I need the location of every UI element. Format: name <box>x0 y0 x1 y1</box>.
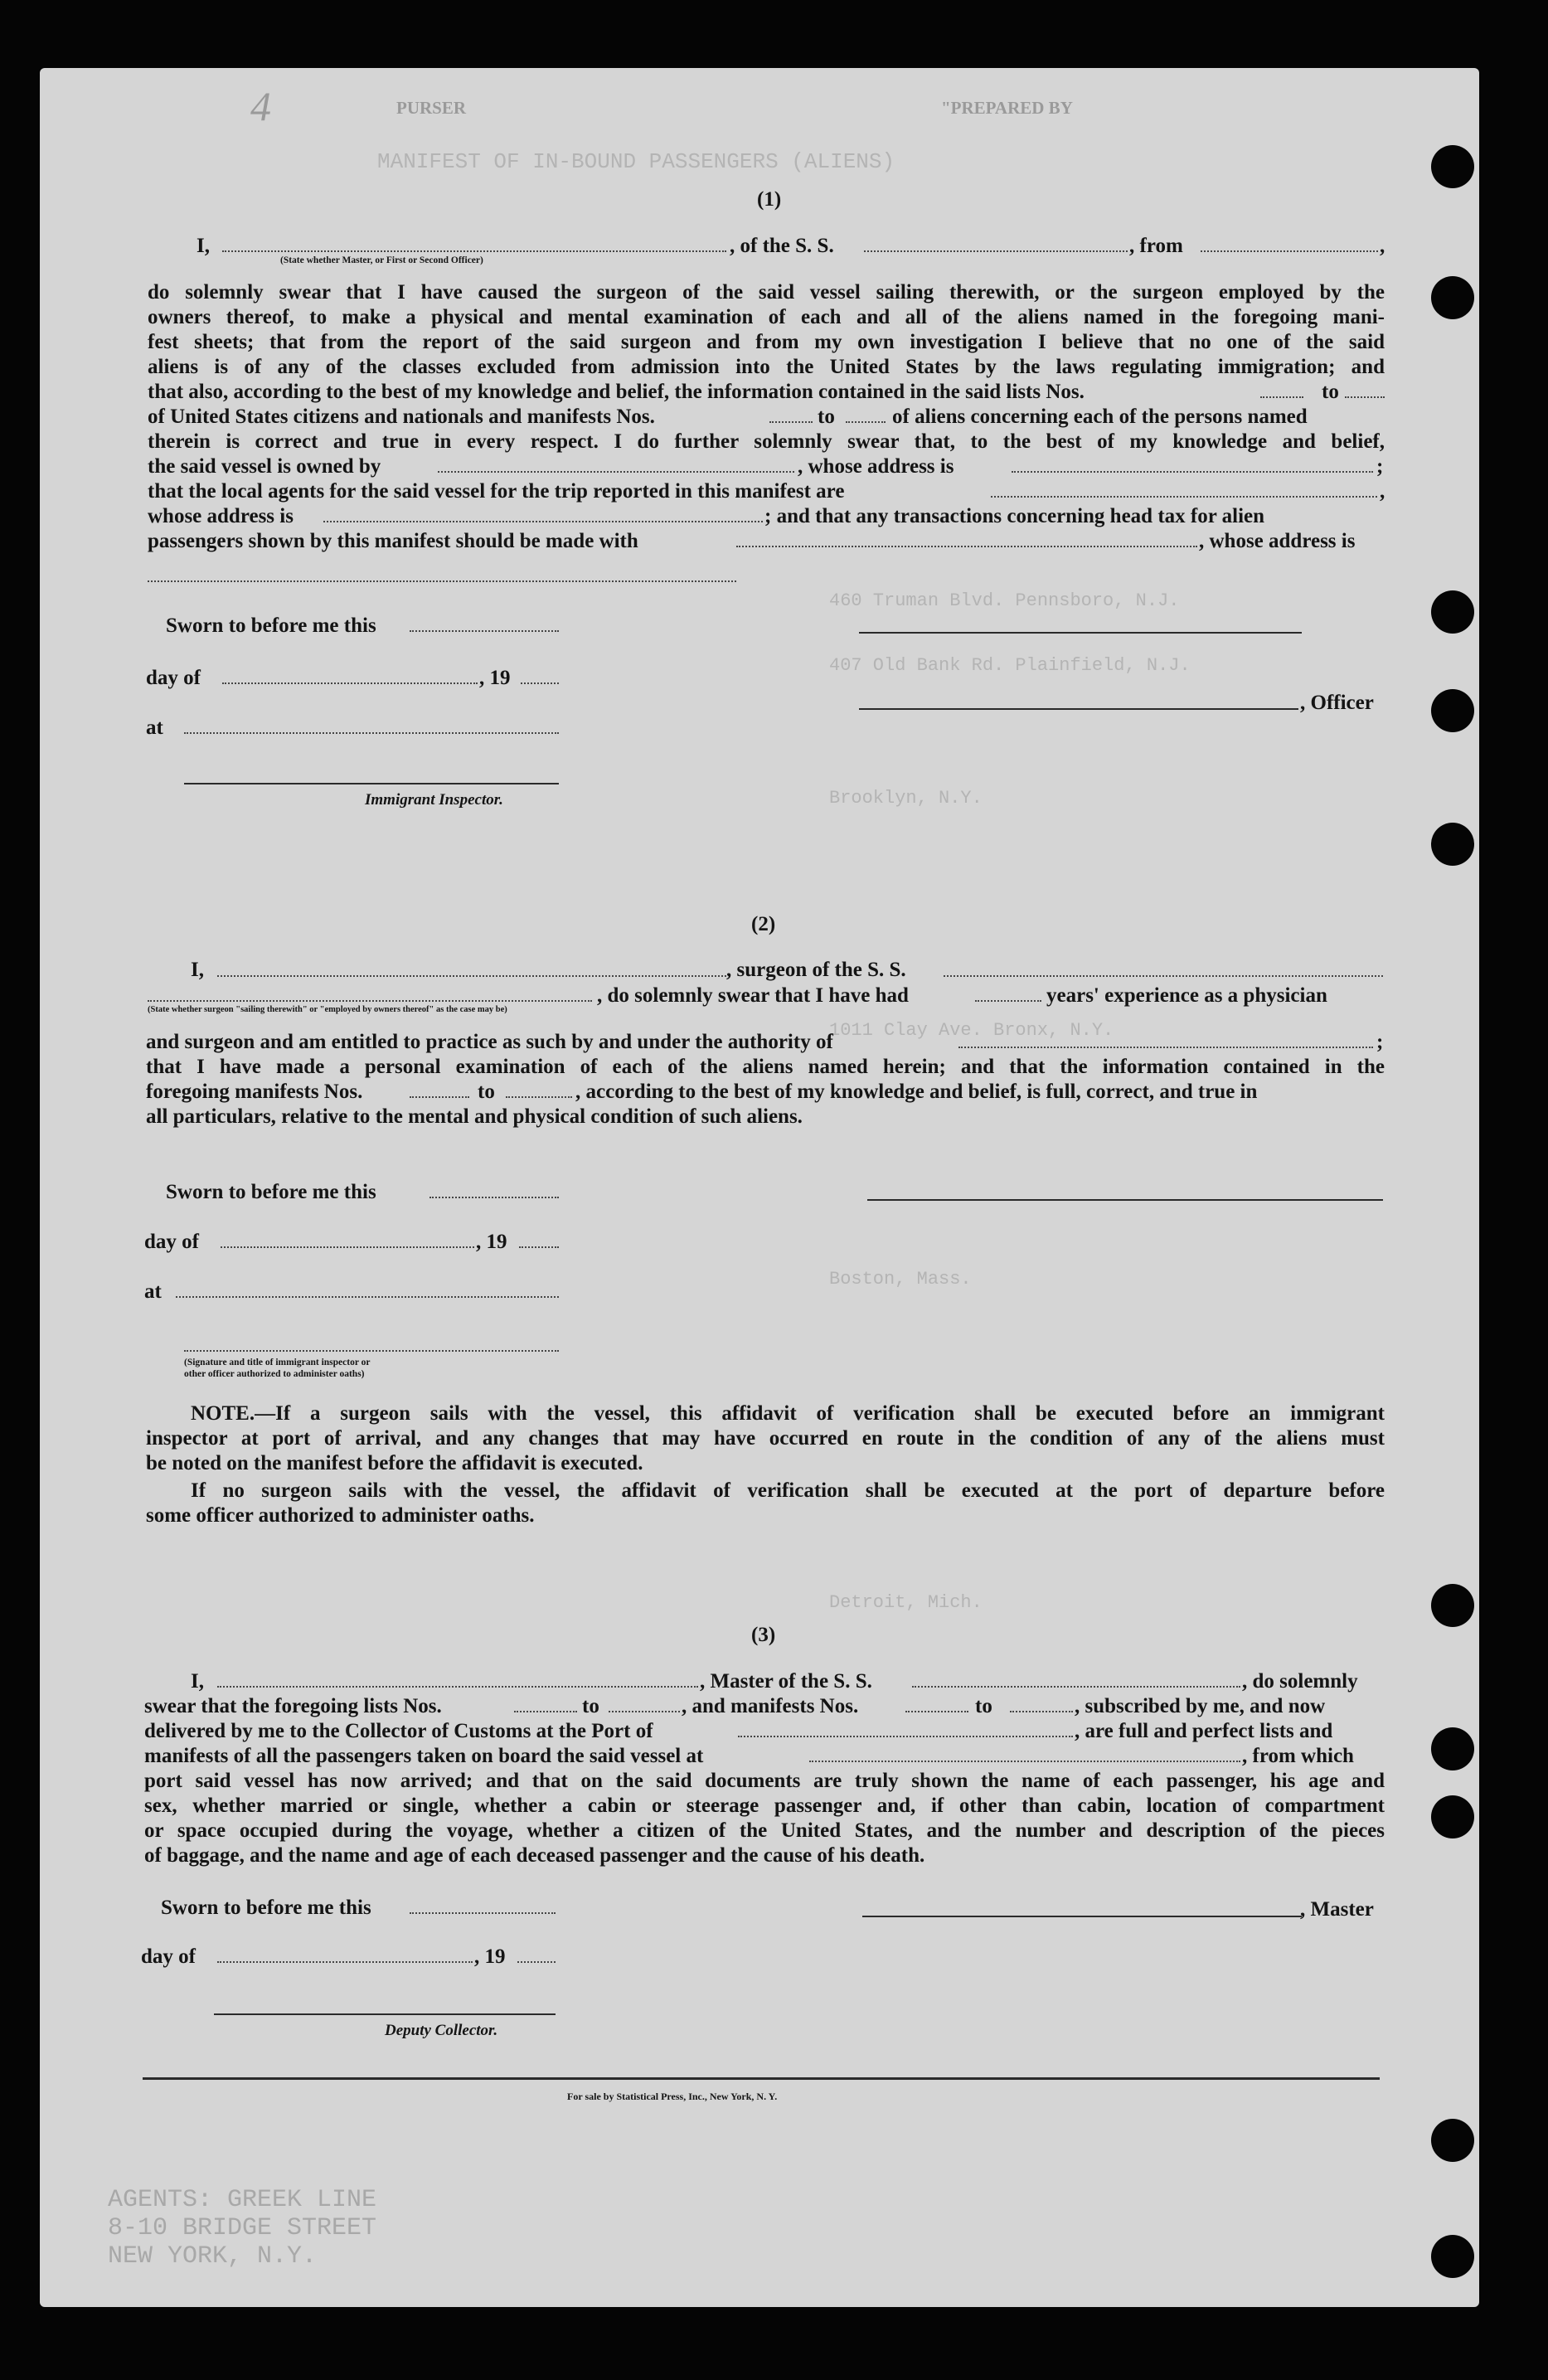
month-field[interactable] <box>221 1246 474 1248</box>
master-oath-line: sex, whether married or single, whether a cabin or steerage passenger and, if other than cabin, location of compartment <box>144 1795 1385 1817</box>
punch-hole <box>1431 1584 1474 1627</box>
head-tax-text: ; and that any transactions concerning head tax for alien <box>764 505 1265 527</box>
year-label: , 19 <box>479 667 511 689</box>
lists-from-field[interactable] <box>1260 396 1303 398</box>
master-oath-line: of baggage, and the name and age of each deceased passenger and the cause of his death. <box>144 1844 925 1867</box>
year-label: , 19 <box>474 1945 506 1968</box>
immigrant-inspector-label: Immigrant Inspector. <box>365 791 503 809</box>
bleed-through-row: 460 Truman Blvd. Pennsboro, N.J. <box>829 590 1180 611</box>
sworn-label: Sworn to before me this <box>161 1897 371 1919</box>
master-oath-text: manifests of all the passengers taken on board the said vessel at <box>144 1745 704 1767</box>
surgeon-state-note: (State whether surgeon "sailing therewith" or "employed by owners thereof" as the case may be) <box>148 1005 507 1014</box>
master-of-ss-label: , Master of the S. S. <box>700 1670 872 1693</box>
publisher-imprint: For sale by Statistical Press, Inc., New York, N. Y. <box>567 2091 778 2102</box>
at-label: at <box>144 1280 162 1303</box>
master-name-field[interactable] <box>217 1686 698 1688</box>
surgeon-of-ss-label: , surgeon of the S. S. <box>726 959 906 981</box>
signature-note: (Signature and title of immigrant inspector or <box>184 1358 371 1367</box>
collector-signature-line[interactable] <box>214 2013 556 2015</box>
bleed-through-row: Detroit, Mich. <box>829 1592 983 1613</box>
owner-address-field[interactable] <box>1012 471 1373 473</box>
state-officer-note: (State whether Master, or First or Second Officer) <box>280 255 483 265</box>
location-field[interactable] <box>184 732 559 734</box>
surgeon-oath-line: that I have made a personal examination of each of the aliens named herein; and that the information contained in the <box>146 1056 1385 1078</box>
signature-line[interactable] <box>859 632 1302 634</box>
punch-hole <box>1431 2235 1474 2278</box>
years-experience-label: years' experience as a physician <box>1046 984 1327 1007</box>
whose-address-label: , whose address is <box>1199 530 1356 552</box>
sworn-date-field[interactable] <box>410 630 559 632</box>
master-label: , Master <box>1300 1898 1374 1921</box>
surgeon-name-field[interactable] <box>217 975 726 977</box>
year-field[interactable] <box>521 682 559 684</box>
section-1-i: I, <box>197 235 210 257</box>
manifests-from-field[interactable] <box>769 421 813 423</box>
years-field[interactable] <box>975 1000 1041 1002</box>
oath-line: of United States citizens and nationals and manifests Nos. <box>148 406 655 428</box>
to-label: to <box>975 1695 992 1717</box>
sworn-date-field[interactable] <box>410 1912 556 1914</box>
local-agents-label: that the local agents for the said vessel for the trip reported in this manifest are <box>148 480 845 503</box>
note-line: If no surgeon sails with the vessel, the affidavit of verification shall be executed at the port of departure before <box>191 1479 1385 1502</box>
departure-port-field[interactable] <box>1201 250 1378 252</box>
to-label: to <box>818 406 835 428</box>
master-manifests-from-field[interactable] <box>905 1711 968 1712</box>
punch-hole <box>1431 689 1474 732</box>
to-label: to <box>582 1695 599 1717</box>
surgeon-oath-line: , according to the best of my knowledge and belief, is full, correct, and true in <box>575 1081 1258 1103</box>
section-3-number: (3) <box>751 1624 776 1646</box>
punch-hole <box>1431 590 1474 634</box>
master-vessel-field[interactable] <box>912 1686 1240 1688</box>
prepared-by-label: "PREPARED BY <box>941 98 1073 118</box>
signature-note: other officer authorized to administer oaths) <box>184 1369 365 1379</box>
location-field[interactable] <box>176 1296 559 1298</box>
pen-mark: 4 <box>250 83 271 129</box>
lists-to-field[interactable] <box>1345 396 1385 398</box>
oath-line: owners thereof, to make a physical and mental examination of each and all of the aliens named in the foregoing mani- <box>148 306 1385 328</box>
master-oath-text: , are full and perfect lists and <box>1075 1720 1333 1742</box>
trail-comma: , <box>1380 235 1385 257</box>
bleed-through-row: Brooklyn, N.Y. <box>829 788 983 809</box>
sworn-date-field[interactable] <box>429 1197 559 1198</box>
surgeon-vessel-field[interactable] <box>944 975 1383 977</box>
year-label: , 19 <box>476 1231 507 1253</box>
oath-line: of aliens concerning each of the persons named <box>892 406 1308 428</box>
punch-hole <box>1431 2119 1474 2162</box>
to-label: to <box>478 1081 495 1103</box>
master-lists-to-field[interactable] <box>609 1711 680 1712</box>
punch-hole <box>1431 823 1474 866</box>
surgeon-manifest-from-field[interactable] <box>410 1096 469 1098</box>
master-oath-text: , from which <box>1242 1745 1354 1767</box>
surgeon-type-field[interactable] <box>148 1000 592 1002</box>
master-oath-line: port said vessel has now arrived; and that on the said documents are truly shown the name of each passenger, his age and <box>144 1770 1385 1792</box>
semicolon: ; <box>1376 1031 1384 1053</box>
bleed-through-row: 1011 Clay Ave. Bronx, N.Y. <box>829 1020 1114 1041</box>
master-lists-from-field[interactable] <box>514 1711 577 1712</box>
month-field[interactable] <box>217 1961 473 1963</box>
to-label: to <box>1322 381 1339 403</box>
note-line: NOTE.—If a surgeon sails with the vessel, this affidavit of verification shall be executed before an immigrant <box>191 1402 1385 1425</box>
of-ss-label: , of the S. S. <box>730 235 834 257</box>
owner-field[interactable] <box>438 471 794 473</box>
manifests-nos-label: foregoing manifests Nos. <box>146 1081 363 1103</box>
section-3-i: I, <box>191 1670 204 1693</box>
master-oath-text: , subscribed by me, and now <box>1075 1695 1326 1717</box>
sworn-label: Sworn to before me this <box>166 614 376 637</box>
from-label: , from <box>1129 235 1183 257</box>
punch-hole <box>1431 1727 1474 1770</box>
owner-address-label: , whose address is <box>798 455 954 478</box>
officer-name-field[interactable] <box>222 250 726 252</box>
port-of-field[interactable] <box>738 1736 1073 1737</box>
year-field[interactable] <box>517 1961 556 1963</box>
head-tax-party-field[interactable] <box>736 546 1197 547</box>
bleed-through-title: MANIFEST OF IN-BOUND PASSENGERS (ALIENS) <box>377 149 895 174</box>
day-of-label: day of <box>146 667 201 689</box>
punch-hole <box>1431 1795 1474 1838</box>
surgeon-manifest-to-field[interactable] <box>506 1096 572 1098</box>
month-field[interactable] <box>222 682 478 684</box>
purser-label: PURSER <box>396 98 467 118</box>
oath-line: fest sheets; that from the report of the said surgeon and from my own investigation I believe that no one of the said <box>148 331 1385 353</box>
punch-hole <box>1431 276 1474 319</box>
agents-address-label: whose address is <box>148 505 294 527</box>
at-label: at <box>146 716 163 739</box>
inspector-signature-line[interactable] <box>184 783 559 784</box>
punch-hole <box>1431 145 1474 188</box>
day-of-label: day of <box>141 1945 196 1968</box>
footer-rule <box>143 2077 1380 2080</box>
oath-line: do solemnly swear that I have caused the surgeon of the said vessel sailing therewith, or the surgeon employed by the <box>148 281 1385 304</box>
local-agents-field[interactable] <box>991 496 1377 498</box>
section-2-i: I, <box>191 959 204 981</box>
master-oath-line: or space occupied during the voyage, whether a citizen of the United States, and the number and description of the pieces <box>144 1819 1385 1842</box>
head-tax-address-field[interactable] <box>148 580 736 582</box>
surgeon-oath-line: all particulars, relative to the mental and physical condition of such aliens. <box>146 1105 803 1128</box>
comma: , <box>1380 480 1385 503</box>
officer-signature-line[interactable] <box>859 708 1298 710</box>
agents-address-field[interactable] <box>323 521 763 522</box>
sworn-label: Sworn to before me this <box>166 1181 376 1203</box>
agent-stamp: AGENTS: GREEK LINE 8-10 BRIDGE STREET NEW YORK, N.Y. <box>108 2186 377 2271</box>
oath-line: that also, according to the best of my knowledge and belief, the information contained in the said lists Nos. <box>148 381 1085 403</box>
master-oath-text: , and manifests Nos. <box>682 1695 859 1717</box>
owned-by-label: the said vessel is owned by <box>148 455 381 478</box>
section-2-number: (2) <box>751 913 776 935</box>
master-manifests-to-field[interactable] <box>1010 1711 1073 1712</box>
officer-label: , Officer <box>1300 692 1374 714</box>
manifests-to-field[interactable] <box>846 421 886 423</box>
deputy-collector-label: Deputy Collector. <box>385 2022 498 2039</box>
bleed-through-row: 407 Old Bank Rd. Plainfield, N.J. <box>829 655 1191 676</box>
master-oath-text: delivered by me to the Collector of Customs at the Port of <box>144 1720 653 1742</box>
semicolon: ; <box>1376 455 1384 478</box>
swear-had-label: , do solemnly swear that I have had <box>597 984 909 1007</box>
note-line: some officer authorized to administer oaths. <box>146 1504 535 1527</box>
do-solemnly-label: , do solemnly <box>1242 1670 1358 1693</box>
master-oath-text: swear that the foregoing lists Nos. <box>144 1695 442 1717</box>
year-field[interactable] <box>519 1246 559 1248</box>
vessel-name-field[interactable] <box>864 250 1128 252</box>
bleed-through-row: Boston, Mass. <box>829 1269 972 1290</box>
inspector-signature-line[interactable] <box>184 1350 559 1352</box>
note-line: be noted on the manifest before the affidavit is executed. <box>146 1452 643 1474</box>
oath-line: therein is correct and true in every respect. I do further solemnly swear that, to the best of my knowledge and belief, <box>148 430 1385 453</box>
master-signature-line[interactable] <box>862 1916 1302 1917</box>
oath-line: aliens is of any of the classes excluded from admission into the United States by the laws regulating immigration; and <box>148 356 1385 378</box>
boarding-port-field[interactable] <box>809 1761 1240 1762</box>
surgeon-signature-line[interactable] <box>867 1199 1383 1201</box>
day-of-label: day of <box>144 1231 199 1253</box>
section-1-number: (1) <box>757 188 782 211</box>
head-tax-with-label: passengers shown by this manifest should be made with <box>148 530 638 552</box>
authority-field[interactable] <box>958 1047 1373 1048</box>
note-line: inspector at port of arrival, and any changes that may have occurred en route in the condition of any of the aliens must <box>146 1427 1385 1450</box>
authority-label: and surgeon and am entitled to practice as such by and under the authority of <box>146 1031 833 1053</box>
